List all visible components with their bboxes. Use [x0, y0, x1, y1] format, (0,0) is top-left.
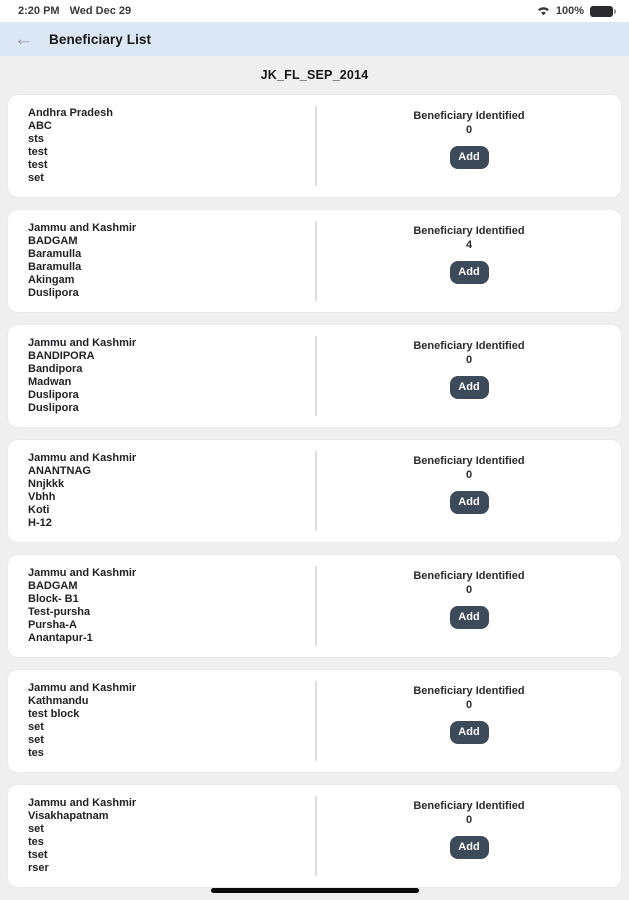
beneficiary-identified-label: Beneficiary Identified [413, 685, 525, 697]
card-lines [8, 325, 315, 427]
card-lines [8, 785, 315, 887]
location-line: Akingam [28, 274, 75, 286]
location-line: rser [28, 862, 49, 874]
location-line: BANDIPORA [28, 350, 95, 362]
location-line: Baramulla [28, 248, 82, 260]
add-button[interactable]: Add [450, 606, 489, 629]
location-line: tes [28, 747, 44, 759]
battery-percent: 100% [555, 5, 584, 17]
location-line: Jammu and Kashmir [28, 797, 137, 809]
add-button[interactable]: Add [450, 721, 489, 744]
location-line: ABC [28, 120, 52, 132]
location-line: sts [28, 133, 44, 145]
beneficiary-card [8, 785, 621, 887]
status-time: 2:20 PM [18, 5, 60, 17]
page-header-title: Beneficiary List [49, 31, 152, 47]
location-line: Test-pursha [28, 606, 91, 618]
card-right [317, 670, 621, 772]
card-lines [8, 210, 315, 312]
location-line: Anantapur-1 [28, 632, 93, 644]
beneficiary-card [8, 325, 621, 427]
beneficiary-identified-count: 0 [465, 354, 473, 366]
location-line: Vbhh [28, 491, 56, 503]
beneficiary-identified-count: 0 [465, 699, 473, 711]
card-right [317, 210, 621, 312]
beneficiary-identified-label: Beneficiary Identified [413, 110, 525, 122]
location-line: Baramulla [28, 261, 82, 273]
location-line: Koti [28, 504, 50, 516]
beneficiary-identified-label: Beneficiary Identified [413, 455, 525, 467]
location-line: set [28, 734, 44, 746]
add-button[interactable]: Add [450, 491, 489, 514]
location-line: Andhra Pradesh [28, 107, 113, 119]
add-button[interactable]: Add [450, 146, 489, 169]
card-right [317, 440, 621, 542]
location-line: Duslipora [28, 402, 79, 414]
add-button[interactable]: Add [450, 376, 489, 399]
wifi-icon [537, 6, 550, 16]
location-line: tset [28, 849, 48, 861]
status-bar [0, 0, 629, 22]
battery-icon [590, 6, 613, 17]
beneficiary-card [8, 670, 621, 772]
card-list [0, 95, 629, 887]
location-line: Nnjkkk [28, 478, 65, 490]
beneficiary-card [8, 440, 621, 542]
nav-header [0, 22, 629, 56]
card-right [317, 95, 621, 197]
beneficiary-identified-count: 0 [465, 814, 473, 826]
status-date: Wed Dec 29 [69, 5, 132, 17]
beneficiary-identified-label: Beneficiary Identified [413, 225, 525, 237]
location-line: Kathmandu [28, 695, 89, 707]
card-right [317, 325, 621, 427]
location-line: Bandipora [28, 363, 83, 375]
add-button[interactable]: Add [450, 836, 489, 859]
location-line: test [28, 146, 48, 158]
beneficiary-identified-count: 4 [465, 239, 473, 251]
beneficiary-identified-label: Beneficiary Identified [413, 570, 525, 582]
back-arrow-icon[interactable]: ← [14, 28, 33, 50]
location-line: Block- B1 [28, 593, 79, 605]
location-line: Pursha-A [28, 619, 77, 631]
card-lines [8, 670, 315, 772]
list-title: JK_FL_SEP_2014 [260, 68, 369, 82]
beneficiary-identified-label: Beneficiary Identified [413, 340, 525, 352]
beneficiary-identified-count: 0 [465, 124, 473, 136]
card-lines [8, 440, 315, 542]
location-line: Jammu and Kashmir [28, 682, 137, 694]
location-line: Duslipora [28, 287, 79, 299]
location-line: Madwan [28, 376, 72, 388]
location-line: BADGAM [28, 580, 78, 592]
card-lines [8, 95, 315, 197]
location-line: H-12 [28, 517, 52, 529]
beneficiary-identified-count: 0 [465, 469, 473, 481]
beneficiary-identified-count: 0 [465, 584, 473, 596]
location-line: Jammu and Kashmir [28, 337, 137, 349]
location-line: test [28, 159, 48, 171]
location-line: set [28, 721, 44, 733]
beneficiary-card [8, 210, 621, 312]
location-line: test block [28, 708, 80, 720]
card-right [317, 555, 621, 657]
location-line: BADGAM [28, 235, 78, 247]
location-line: tes [28, 836, 44, 848]
location-line: Jammu and Kashmir [28, 452, 137, 464]
add-button[interactable]: Add [450, 261, 489, 284]
card-right [317, 785, 621, 887]
location-line: Duslipora [28, 389, 79, 401]
beneficiary-identified-label: Beneficiary Identified [413, 800, 525, 812]
beneficiary-card [8, 95, 621, 197]
location-line: Jammu and Kashmir [28, 222, 137, 234]
beneficiary-card [8, 555, 621, 657]
home-indicator[interactable] [211, 888, 419, 893]
location-line: set [28, 823, 44, 835]
card-lines [8, 555, 315, 657]
location-line: Jammu and Kashmir [28, 567, 137, 579]
location-line: Visakhapatnam [28, 810, 109, 822]
location-line: set [28, 172, 44, 184]
location-line: ANANTNAG [28, 465, 91, 477]
